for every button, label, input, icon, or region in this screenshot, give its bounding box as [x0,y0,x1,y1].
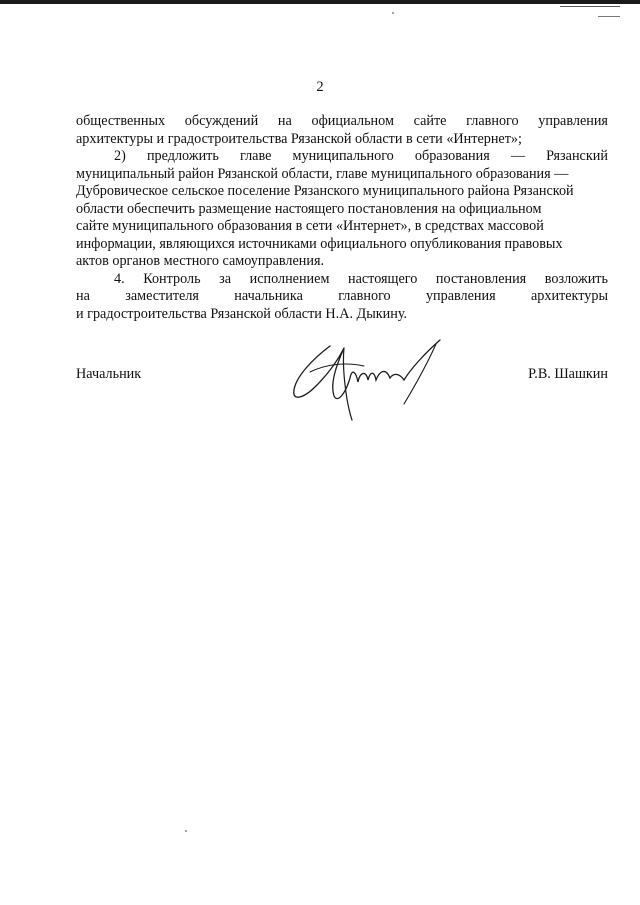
word: главе [239,148,272,164]
word: и градостроительства Рязанской области Н.А. Дыкину. [76,305,408,322]
word: постановления [435,270,527,287]
word: главного [338,288,391,304]
word: заместителя [125,288,199,304]
text-line [76,113,608,131]
text-line [76,183,608,201]
word: общественных [76,113,166,129]
text-line [76,218,608,236]
text-line [76,236,608,254]
scan-speck [392,12,394,14]
text-line [76,306,608,324]
word: информации, являющихся источниками официального опубликования правовых [76,235,563,252]
word: сайте [413,113,447,129]
word: на [76,288,90,304]
scan-mark [598,16,620,17]
word: образования [414,148,490,164]
word: настоящего [348,270,418,287]
word: управления [425,288,496,304]
word: управления [538,113,608,129]
word: начальника [234,288,303,304]
word: — [510,148,526,164]
page-number: 2 [316,79,324,95]
word: обсуждений [184,113,259,129]
word: 2) [114,148,126,164]
text-line [76,271,608,289]
word: исполнением [249,270,330,287]
text-line [76,131,608,149]
text-line [76,166,608,184]
word: официальном [311,113,394,129]
document-body [76,113,608,323]
word: Контроль [143,270,201,287]
top-border-line [0,0,640,4]
text-line [76,148,608,166]
word: предложить [146,148,219,164]
word: области обеспечить размещение настоящего постановления на официальном [76,200,542,217]
word: муниципального [292,148,394,164]
word: Рязанский [546,148,608,164]
text-line [76,253,608,271]
word: на [277,113,292,129]
word: архитектуры и градостроительства Рязанской области в сети «Интернет»; [76,130,522,147]
word: главного [466,113,519,129]
scan-mark [560,6,620,7]
text-line [76,201,608,219]
word: Дубровическое сельское поселение Рязанского муниципального района Рязанской [76,183,574,199]
signatory-title: Начальник [76,366,142,382]
word: возложить [544,270,608,287]
text-line [76,288,608,306]
word: муниципальный район Рязанской области, главе муниципального образования — [76,165,569,182]
word: архитектуры [530,288,608,304]
scan-speck [185,830,187,832]
word: сайте муниципального образования в сети «Интернет», в средствах массовой [76,218,544,234]
word: 4. [114,270,125,287]
word: актов органов местного самоуправления. [76,253,325,269]
signature-row [76,366,608,386]
signatory-name: Р.В. Шашкин [528,366,608,382]
word: за [219,270,232,287]
